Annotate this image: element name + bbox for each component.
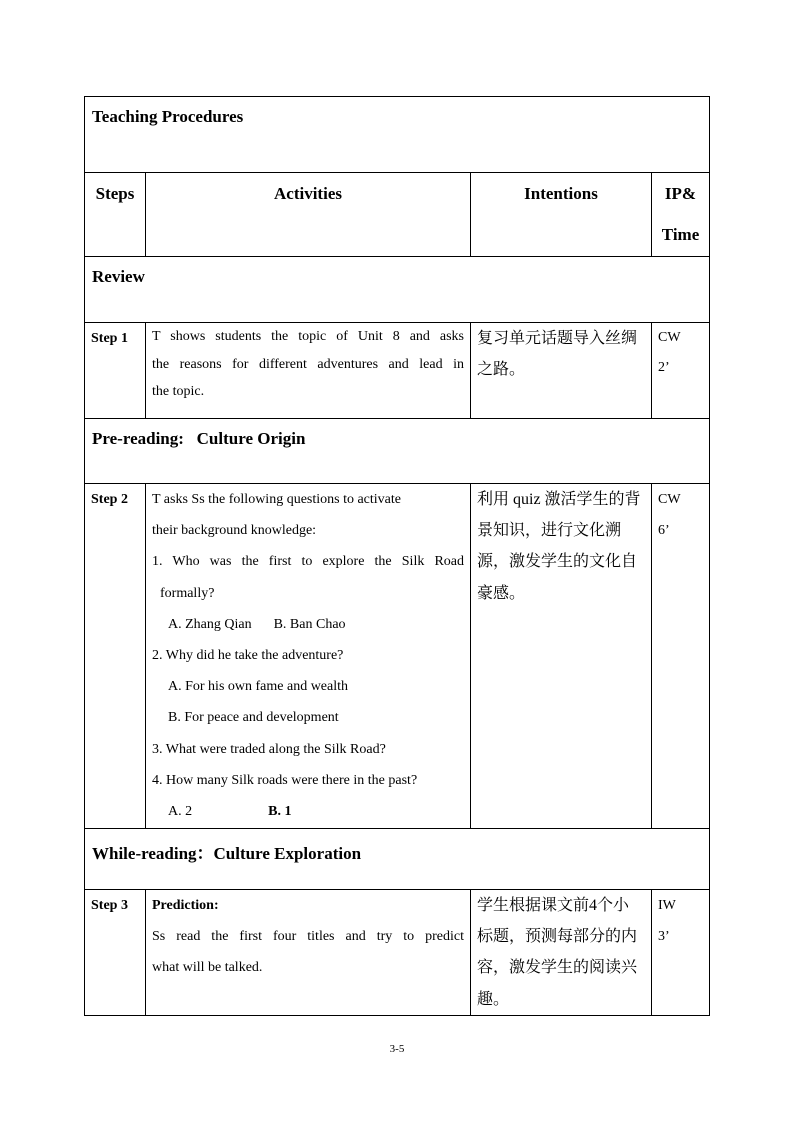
activity-line: T asks Ss the following questions to activate xyxy=(152,492,401,507)
time-value: 2’ xyxy=(658,360,670,375)
option-zhang-qian: A. Zhang Qian xyxy=(168,616,252,632)
step-row-2 xyxy=(85,484,710,829)
activity-line: their background knowledge: xyxy=(152,523,317,539)
intention-line: 景知识，进行文化溯 xyxy=(477,522,622,540)
header-activities: Activities xyxy=(146,173,471,257)
question-4: 4. How many Silk roads were there in the past? xyxy=(152,772,418,788)
ip-value: CW xyxy=(658,330,681,345)
activity-line: the topic. xyxy=(152,384,205,399)
question-2-option-b: B. For peace and development xyxy=(168,710,339,726)
title-row xyxy=(85,97,710,173)
intention-line: 利用 quiz 激活学生的背 xyxy=(477,491,641,508)
intentions-cell xyxy=(471,323,652,419)
step-row-3 xyxy=(85,890,710,1016)
intention-line: 容，激发学生的阅读兴 xyxy=(477,959,638,977)
intention-line: 趣。 xyxy=(477,990,510,1008)
activities-cell xyxy=(146,323,471,419)
header-ip: IP& xyxy=(664,184,697,203)
activities-cell xyxy=(146,890,471,1016)
ip-value: IW xyxy=(658,898,676,913)
question-3: 3. What were traded along the Silk Road? xyxy=(152,741,386,757)
activity-line: T shows students the topic of Unit 8 and asks xyxy=(152,329,464,344)
section-row-prereading xyxy=(85,419,710,484)
activity-line: the reasons for different adventures and lead in xyxy=(152,356,464,372)
section-whilereading: While-reading：Culture Exploration xyxy=(85,829,710,890)
intention-line: 之路。 xyxy=(477,361,526,378)
intention-line: 复习单元话题导入丝绸 xyxy=(477,330,638,347)
option-2: A. 2 xyxy=(168,804,193,820)
time-value: 3’ xyxy=(658,929,670,944)
ip-time-cell xyxy=(652,323,710,419)
section-prereading: Pre-reading: Culture Origin xyxy=(85,419,710,484)
activities-cell xyxy=(146,484,471,829)
activity-line: what will be talked. xyxy=(152,960,263,976)
option-1-answer: B. 1 xyxy=(268,804,292,820)
question-2-option-a: A. For his own fame and wealth xyxy=(168,679,349,695)
header-intentions: Intentions xyxy=(471,173,652,257)
question-2: 2. Why did he take the adventure? xyxy=(152,648,344,664)
step-label: Step 1 xyxy=(85,323,146,419)
header-time: Time xyxy=(661,225,700,244)
intention-line: 源，激发学生的文化自 xyxy=(477,553,638,571)
time-value: 6’ xyxy=(658,523,670,538)
step-label: Step 2 xyxy=(85,484,146,829)
question-4-options xyxy=(152,796,464,827)
ip-time-cell xyxy=(652,484,710,829)
section-row-review xyxy=(85,257,710,323)
question-1-options xyxy=(152,609,464,640)
ip-value: CW xyxy=(658,492,681,507)
activity-line: Ss read the first four titles and try to predict xyxy=(152,929,464,945)
header-row xyxy=(85,173,710,257)
header-ip-time xyxy=(652,173,710,257)
activity-line: 1. Who was the first to explore the Silk Road xyxy=(152,554,464,570)
step-label: Step 3 xyxy=(85,890,146,1016)
teaching-procedures-table xyxy=(84,96,710,1016)
ip-time-cell xyxy=(652,890,710,1016)
header-steps: Steps xyxy=(85,173,146,257)
option-ban-chao: B. Ban Chao xyxy=(273,616,346,632)
table-title: Teaching Procedures xyxy=(85,97,710,173)
intention-line: 学生根据课文前4个小 xyxy=(477,897,630,914)
activity-title: Prediction: xyxy=(152,898,219,913)
activity-line: formally? xyxy=(160,585,215,601)
intention-line: 豪感。 xyxy=(477,584,526,602)
section-review: Review xyxy=(85,257,710,323)
intention-line: 标题，预测每部分的内 xyxy=(477,928,638,946)
step-row-1 xyxy=(85,323,710,419)
intentions-cell xyxy=(471,484,652,829)
intentions-cell xyxy=(471,890,652,1016)
page-number: 3-5 xyxy=(389,1043,405,1055)
section-row-whilereading xyxy=(85,829,710,890)
